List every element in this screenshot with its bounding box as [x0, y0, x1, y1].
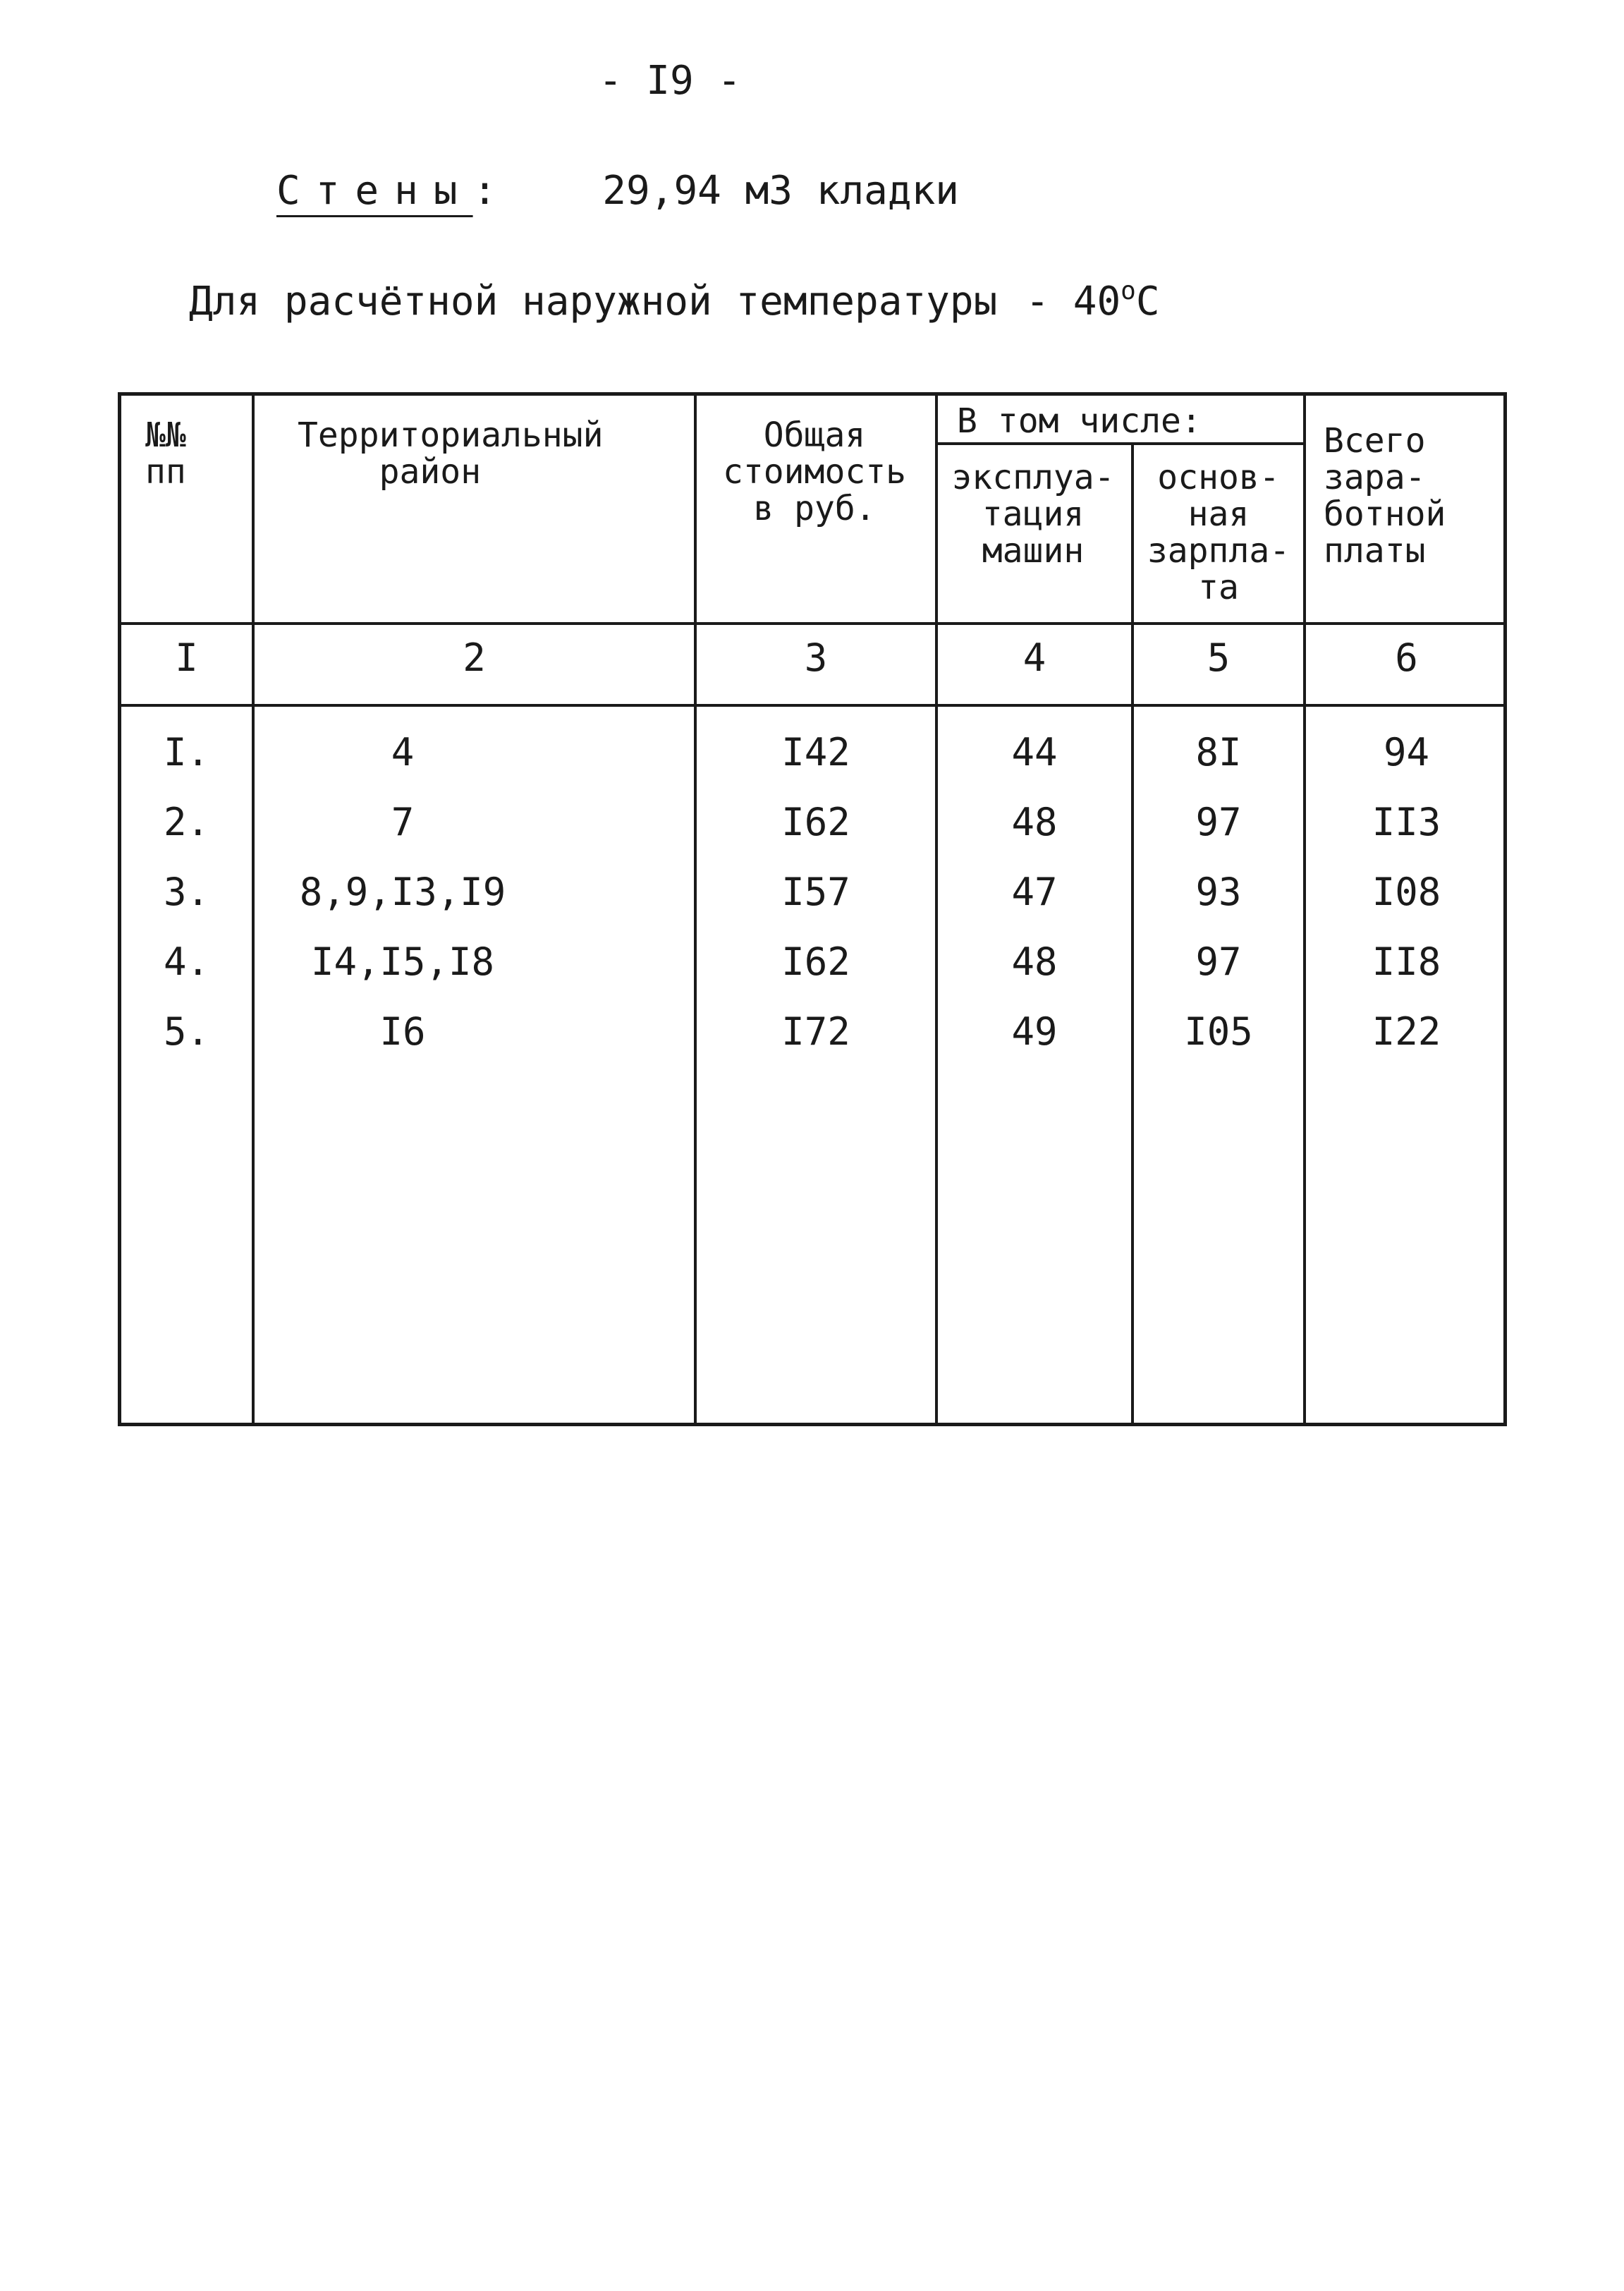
cost-table	[118, 392, 1507, 1426]
degree-mark: о	[1121, 276, 1136, 305]
cell-total: I62	[781, 940, 850, 984]
cell-total: I42	[781, 730, 850, 774]
cell-total-salary: 94	[1383, 730, 1430, 774]
header-district: Территориальный район	[298, 415, 604, 492]
cell-n: 2.	[163, 800, 210, 844]
cell-total: I72	[781, 1009, 850, 1054]
cell-total-salary: II8	[1372, 940, 1441, 984]
temperature-line	[189, 276, 1160, 324]
header-machines: эксплуа- тация машин	[951, 458, 1115, 571]
header-number: №№ пп	[145, 415, 186, 492]
cell-salary: I05	[1184, 1009, 1253, 1054]
header-base-salary: основ- ная зарпла- та	[1147, 458, 1290, 607]
cell-machines: 47	[1011, 870, 1058, 914]
cell-machines: 44	[1011, 730, 1058, 774]
column-number: 5	[1207, 636, 1231, 680]
header-total-salary: Всего зара- ботной платы	[1324, 421, 1446, 571]
column-number: 2	[463, 636, 486, 680]
cell-n: 4.	[163, 940, 210, 984]
cell-n: I.	[163, 730, 210, 774]
cell-district: I6	[379, 1009, 426, 1054]
section-heading	[276, 168, 959, 214]
grid-line	[121, 704, 1503, 707]
cell-salary: 93	[1195, 870, 1242, 914]
header-total-cost: Общая стоимость в руб.	[722, 415, 907, 528]
section-colon: :	[472, 168, 497, 214]
section-label: Стены	[276, 168, 473, 214]
grid-line	[935, 442, 1306, 445]
page-number: - I9 -	[598, 58, 742, 104]
cell-n: 5.	[163, 1009, 210, 1054]
section-value: 29,94 м3 кладки	[602, 168, 960, 214]
column-number: 3	[804, 636, 828, 680]
column-number: I	[175, 636, 198, 680]
column-number: 6	[1395, 636, 1418, 680]
column-number: 4	[1022, 636, 1046, 680]
cell-district: 7	[391, 800, 415, 844]
temperature-unit: С	[1135, 279, 1160, 324]
cell-total: I57	[781, 870, 850, 914]
temperature-value: - 40	[1025, 279, 1121, 324]
cell-total-salary: I22	[1372, 1009, 1441, 1054]
cell-machines: 49	[1011, 1009, 1058, 1054]
grid-line	[121, 622, 1503, 625]
cell-machines: 48	[1011, 800, 1058, 844]
temperature-text: Для расчётной наружной температуры	[189, 279, 998, 324]
cell-total-salary: II3	[1372, 800, 1441, 844]
cell-district: 4	[391, 730, 415, 774]
cell-district: 8,9,I3,I9	[299, 870, 506, 914]
cell-machines: 48	[1011, 940, 1058, 984]
cell-salary: 97	[1195, 940, 1242, 984]
cell-total-salary: I08	[1372, 870, 1441, 914]
cell-salary: 8I	[1195, 730, 1242, 774]
cell-salary: 97	[1195, 800, 1242, 844]
cell-district: I4,I5,I8	[310, 940, 495, 984]
header-including: В том числе:	[957, 401, 1202, 441]
cell-total: I62	[781, 800, 850, 844]
cell-n: 3.	[163, 870, 210, 914]
